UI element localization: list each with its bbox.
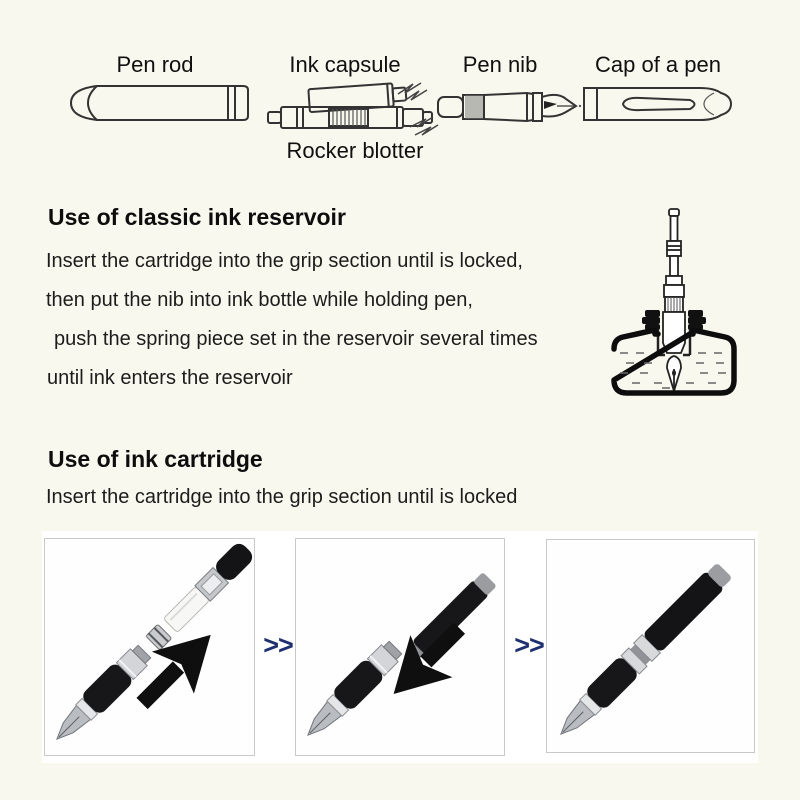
converter-piece bbox=[162, 540, 254, 634]
step-photo-assembled-pen bbox=[546, 539, 755, 753]
step-separator-chevron-2: >> bbox=[514, 630, 544, 660]
rocker-blotter-label: Rocker blotter bbox=[286, 138, 424, 163]
pen-cap-drawing bbox=[584, 88, 731, 120]
loose-ring bbox=[146, 624, 172, 650]
pen-in-bottle bbox=[663, 209, 685, 391]
insert-cartridge-art bbox=[296, 539, 504, 755]
assembled-pen-art bbox=[547, 540, 754, 752]
cap-of-pen-label: Cap of a pen bbox=[595, 52, 721, 77]
ink-cartridge-piece bbox=[407, 571, 497, 661]
reservoir-line-2: then put the nib into ink bottle while holding pen, bbox=[46, 289, 473, 311]
pen-grip-section bbox=[47, 642, 154, 749]
pen-grip-section bbox=[298, 638, 405, 745]
reservoir-line-1: Insert the cartridge into the grip section until is locked, bbox=[46, 250, 523, 272]
ink-capsule-label: Ink capsule bbox=[289, 52, 401, 77]
assembled-pen bbox=[551, 560, 734, 743]
pen-parts-diagram bbox=[0, 0, 800, 195]
reservoir-heading: Use of classic ink reservoir bbox=[48, 204, 346, 230]
cartridge-heading: Use of ink cartridge bbox=[48, 446, 263, 472]
step-photo-insert-converter bbox=[44, 538, 255, 756]
cartridge-line-1: Insert the cartridge into the grip section until is locked bbox=[46, 486, 518, 508]
ink-bottle-drawing bbox=[598, 203, 753, 403]
pen-nib-label: Pen nib bbox=[462, 52, 538, 77]
pen-rod-label: Pen rod bbox=[116, 52, 194, 77]
pen-nib-drawing bbox=[438, 93, 581, 121]
step-separator-chevron-1: >> bbox=[263, 630, 293, 660]
reservoir-line-4: until ink enters the reservoir bbox=[47, 367, 293, 389]
insert-converter-art bbox=[45, 539, 254, 755]
pen-rod-drawing bbox=[71, 86, 248, 120]
reservoir-line-3: push the spring piece set in the reservoir several times bbox=[54, 328, 538, 350]
step-photo-insert-cartridge bbox=[295, 538, 505, 756]
